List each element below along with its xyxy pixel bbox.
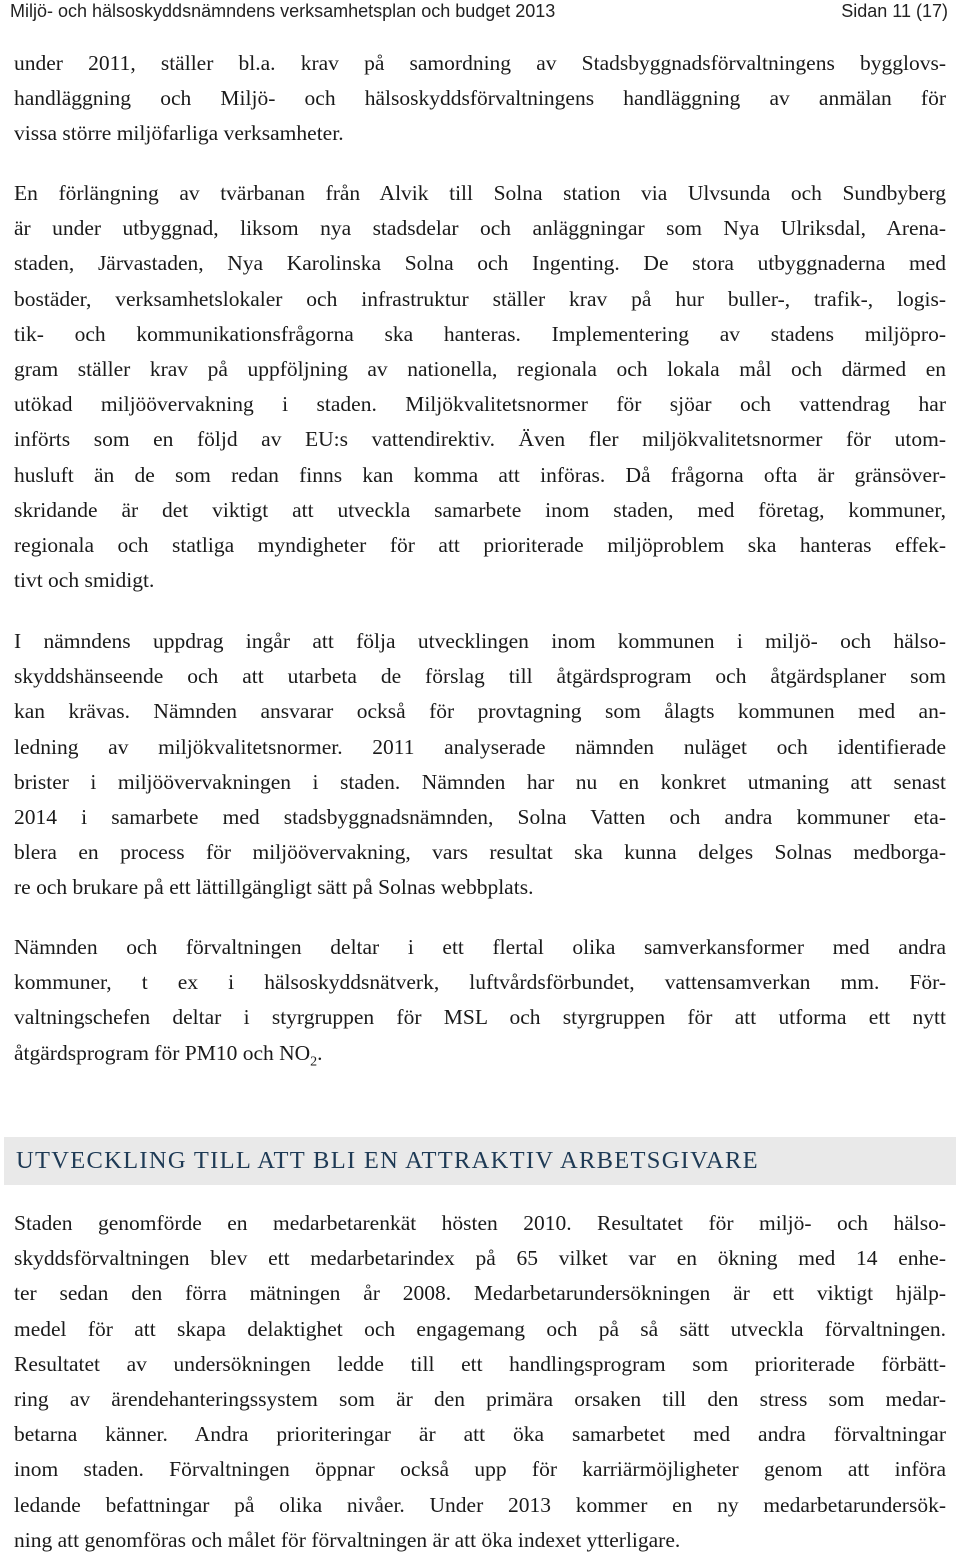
text-line: 2014 i samarbete med stadsbyggnadsnämnden, Solna Vatten och andra kommuner eta- — [14, 805, 946, 830]
text-line: Nämnden och förvaltningen deltar i ett flertal olika samverkansformer med andra — [14, 935, 946, 959]
text-line: skyddshänseende och att utarbeta de förslag till åtgärdsprogram och åtgärdsplaner som — [14, 664, 946, 689]
text-line: införts som en följd av EU:s vattendirektiv. Även fler miljökvalitetsnormer för utom- — [14, 427, 946, 452]
page-header — [10, 0, 948, 22]
text-line: skridande är det viktigt att utveckla samarbete inom staden, med företag, kommuner, — [14, 497, 946, 522]
text-line: skyddsförvaltningen blev ett medarbetarindex på 65 vilket var en ökning med 14 enhe- — [14, 1246, 946, 1271]
text-line: ledande befattningar på olika nivåer. Under 2013 kommer en ny medarbetarundersök- — [14, 1492, 946, 1517]
text-line: blera en process för miljöövervakning, vars resultat ska kunna delges Solnas medborga- — [14, 840, 946, 865]
text-line: tik- och kommunikationsfrågorna ska hanteras. Implementering av stadens miljöpro- — [14, 321, 946, 346]
paragraph-namndens-uppdrag — [14, 624, 946, 906]
text-line: staden, Järvastaden, Nya Karolinska Solna och Ingenting. De stora utbyggnaderna med — [14, 251, 946, 276]
text-line: I nämndens uppdrag ingår att följa utvecklingen inom kommunen i miljö- och hälso- — [14, 629, 946, 653]
text-line: Staden genomförde en medarbetarenkät hösten 2010. Resultatet för miljö- och hälso- — [14, 1211, 946, 1235]
text-line: tivt och smidigt. — [14, 568, 155, 593]
text-line: Resultatet av undersökningen ledde till ett handlingsprogram som prioriterade förbätt- — [14, 1351, 946, 1376]
header-document-title: Miljö- och hälsoskyddsnämndens verksamhetsplan och budget 2013 — [10, 1, 556, 21]
paragraph-samverkan — [14, 930, 946, 1071]
text-line: ledning av miljökvalitetsnormer. 2011 analyserade nämnden nuläget och identifierade — [14, 734, 946, 759]
text-line: ring av ärendehanteringssystem som är den primära orsaken till den stress som medar- — [14, 1387, 946, 1412]
text-line: betarna känner. Andra prioriteringar är att öka samarbetet med andra förvaltningar — [14, 1422, 946, 1447]
text-line: valtningschefen deltar i styrgruppen för MSL och styrgruppen för att utforma ett nytt — [14, 1005, 946, 1030]
text-line: ning att genomföras och målet för förvaltningen är att öka indexet ytterligare. — [14, 1527, 681, 1552]
text-line: inom staden. Förvaltningen öppnar också upp för karriärmöjligheter genom att införa — [14, 1457, 946, 1482]
text-line: under 2011, ställer bl.a. krav på samordning av Stadsbyggnadsförvaltningens bygglovs- — [14, 51, 946, 75]
text-line: bostäder, verksamhetslokaler och infrastruktur ställer krav på hur buller-, trafik-, logis- — [14, 286, 946, 311]
text-fragment: . — [317, 1040, 323, 1065]
text-line: medel för att skapa delaktighet och engagemang och på så sätt utveckla förvaltningen. — [14, 1316, 946, 1341]
text-line: handläggning och Miljö- och hälsoskyddsförvaltningens handläggning av anmälan för — [14, 86, 946, 111]
text-line: re och brukare på ett lättillgängligt sätt på Solnas webbplats. — [14, 875, 534, 900]
paragraph-samordning — [14, 46, 946, 152]
section-heading: UTVECKLING TILL ATT BLI EN ATTRAKTIV ARBETSGIVARE — [16, 1147, 759, 1174]
text-line: gram ställer krav på uppföljning av nationella, regionala och lokala mål och därmed en — [14, 357, 946, 382]
text-line: ter sedan den förra mätningen år 2008. Medarbetarundersökningen är ett viktigt hjälp- — [14, 1281, 946, 1306]
text-line: En förlängning av tvärbanan från Alvik till Solna station via Ulvsunda och Sundbyberg — [14, 181, 946, 205]
text-fragment: åtgärdsprogram för PM10 och NO — [14, 1040, 311, 1065]
section-heading-band — [4, 1137, 956, 1185]
text-line: är under utbyggnad, liksom nya stadsdelar och anläggningar som Nya Ulriksdal, Arena- — [14, 216, 946, 241]
text-line: kommuner, t ex i hälsoskyddsnätverk, luftvårdsförbundet, vattensamverkan mm. För- — [14, 970, 946, 995]
header-page-number: Sidan 11 (17) — [841, 1, 948, 21]
text-line: kan krävas. Nämnden ansvarar också för provtagning som ålagts kommunen med an- — [14, 699, 946, 724]
paragraph-tvarbanan — [14, 176, 946, 598]
text-line: utökad miljöövervakning i staden. Miljökvalitetsnormer för sjöar och vattendrag har — [14, 392, 946, 417]
text-line: vissa större miljöfarliga verksamheter. — [14, 121, 344, 146]
text-line: husluft än de som redan finns kan komma att införas. Då frågorna ofta är gränsöver- — [14, 462, 946, 487]
paragraph-medarbetarenkat — [14, 1206, 946, 1558]
text-line: brister i miljöövervakningen i staden. Nämnden har nu en konkret utmaning att senast — [14, 769, 946, 794]
text-line-with-subscript — [14, 1036, 946, 1071]
subscript: 2 — [310, 1053, 318, 1069]
text-line: regionala och statliga myndigheter för att prioriterade miljöproblem ska hanteras effek- — [14, 533, 946, 558]
